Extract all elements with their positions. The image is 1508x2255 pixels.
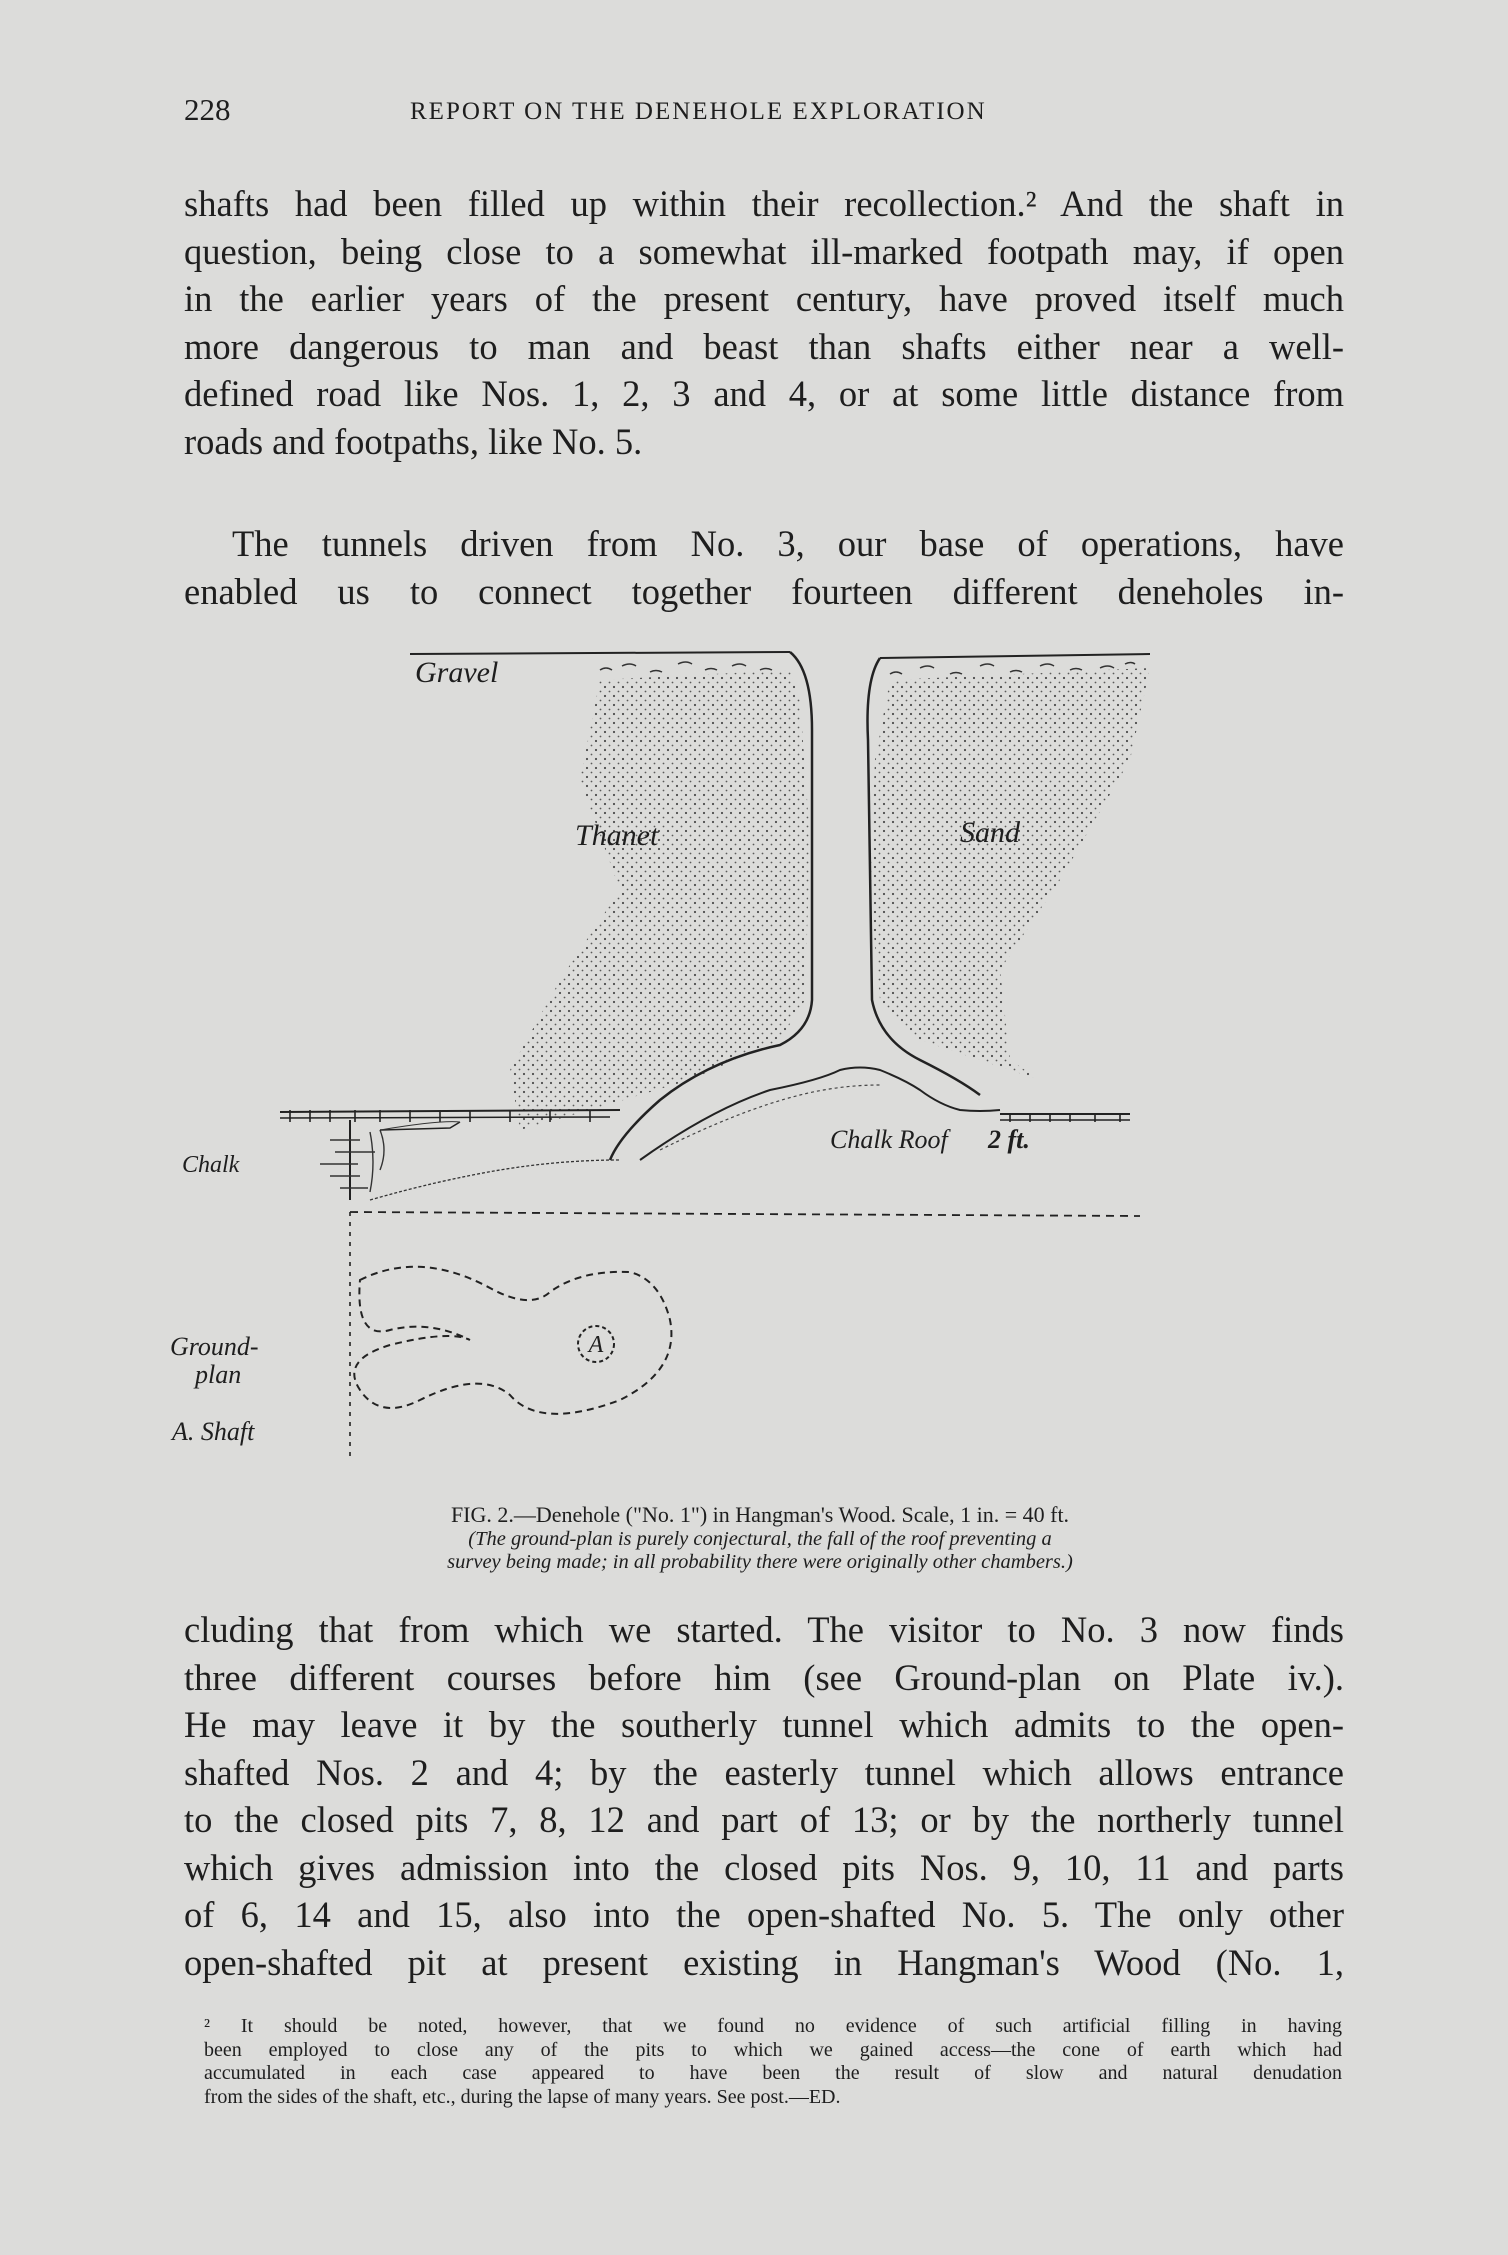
ground-plan-outline — [354, 1267, 671, 1414]
text-line: cluding that from which we started. The visitor to No. 3 now finds — [184, 1609, 1344, 1650]
footnote-line: accumulated in each case appeared to have been the result of slow and natural denudation — [204, 2062, 1342, 2084]
shaft-label: A. Shaft — [172, 1417, 255, 1446]
text-line: shafts had been filled up within their recollection.² And the shaft in — [184, 183, 1344, 224]
paragraph-2-cont — [184, 568, 1344, 616]
thanet-sand-right — [870, 668, 1150, 1080]
text-line: which gives admission into the closed pits Nos. 9, 10, 11 and parts — [184, 1846, 1344, 1888]
gravel-texture — [600, 662, 1135, 674]
footnote-line: ² It should be noted, however, that we found no evidence of such artificial filling in having — [204, 2015, 1342, 2037]
footnote-line: from the sides of the shaft, etc., during the lapse of many years. See post.—ED. — [204, 2085, 841, 2108]
ground-plan-label: Ground- — [170, 1332, 259, 1361]
page-number: 228 — [184, 92, 231, 127]
text-line: of 6, 14 and 15, also into the open-shafted No. 5. The only other — [184, 1894, 1344, 1935]
thanet-label: Thanet — [575, 819, 659, 852]
ground-plan-label-2: plan — [195, 1360, 242, 1389]
thanet-sand-left — [510, 670, 810, 1130]
chalk-label: Chalk — [182, 1152, 240, 1178]
text-line: more dangerous to man and beast than shafts either near a well- — [184, 325, 1344, 367]
roof-depth-label: 2 ft. — [988, 1125, 1030, 1154]
text-line: enabled us to connect together fourteen different deneholes in- — [184, 571, 1344, 612]
page-header — [180, 92, 1330, 132]
text-line: open-shafted pit at present existing in Hangman's Wood (No. 1, — [184, 1941, 1344, 1983]
text-line: The tunnels driven from No. 3, our base of operations, have — [232, 523, 1344, 564]
sand-label: Sand — [960, 816, 1020, 849]
footnote-line: been employed to close any of the pits to which we gained access—the cone of earth which had — [204, 2038, 1342, 2061]
footnote — [204, 2015, 1342, 2109]
caption-note: survey being made; in all probability there were originally other chambers.) — [447, 1551, 1073, 1573]
text-line: question, being close to a somewhat ill-marked footpath may, if open — [184, 230, 1344, 272]
denehole-section-diagram — [170, 640, 1180, 1460]
paragraph-3 — [184, 1606, 1344, 1986]
paragraph-1 — [184, 180, 1344, 465]
shaft-marker-label: A — [588, 1332, 604, 1358]
text-line: He may leave it by the southerly tunnel which admits to the open- — [184, 1704, 1344, 1745]
caption-line: FIG. 2.—Denehole ("No. 1") in Hangman's Wood. Scale, 1 in. = 40 ft. — [450, 1502, 1070, 1527]
caption-note: (The ground-plan is purely conjectural, the fall of the roof preventing a — [468, 1528, 1052, 1550]
text-line: to the closed pits 7, 8, 12 and part of 13; or by the northerly tunnel — [184, 1799, 1344, 1840]
figure-caption — [240, 1502, 1280, 1574]
text-line: three different courses before him (see Ground-plan on Plate iv.). — [184, 1656, 1344, 1698]
text-line: defined road like Nos. 1, 2, 3 and 4, or at some little distance from — [184, 373, 1344, 414]
running-head: REPORT ON THE DENEHOLE EXPLORATION — [410, 98, 987, 125]
text-line: in the earlier years of the present century, have proved itself much — [184, 278, 1344, 319]
text-line: roads and footpaths, like No. 5. — [184, 420, 643, 462]
gravel-label: Gravel — [415, 656, 499, 689]
chalk-roof-label: Chalk Roof — [830, 1125, 948, 1154]
text-line: shafted Nos. 2 and 4; by the easterly tunnel which allows entrance — [184, 1751, 1344, 1793]
paragraph-2 — [232, 520, 1344, 568]
denehole-figure — [170, 640, 1180, 1460]
